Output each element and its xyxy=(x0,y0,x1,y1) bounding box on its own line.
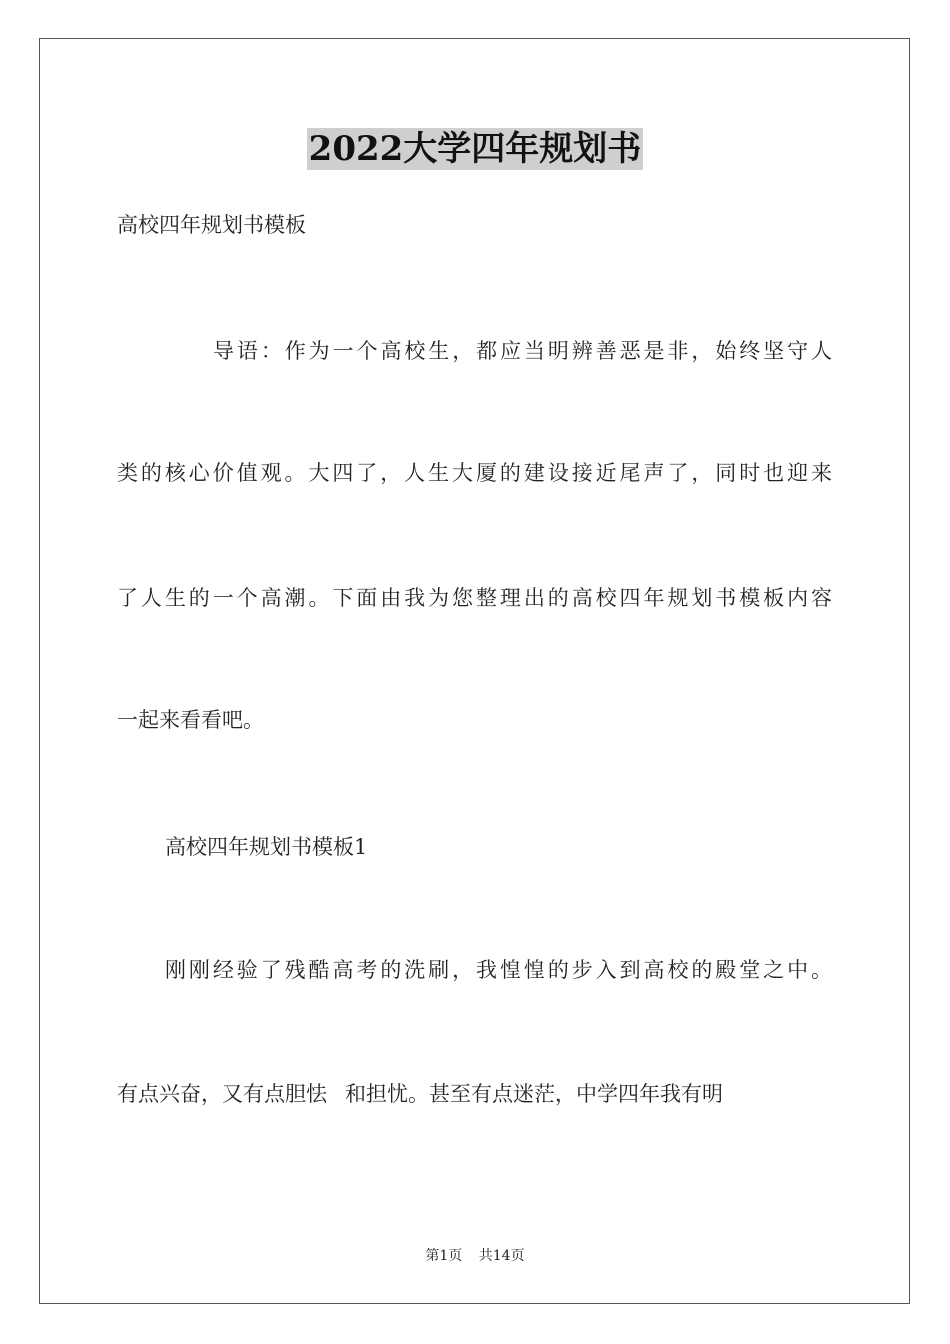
section-title: 高校四年规划书模板1 xyxy=(165,835,368,859)
body-line-2 xyxy=(117,1079,832,1109)
body-line-2-part-2: 和担忧。甚至有点迷茫，中学四年我有明 xyxy=(345,1082,723,1106)
subtitle: 高校四年规划书模板 xyxy=(117,213,306,237)
intro-line-2: 类的核心价值观。大四了，人生大厦的建设接近尾声了，同时也迎来 xyxy=(117,461,832,485)
body-line-2-part-1: 有点兴奋，又有点胆怯 xyxy=(117,1082,327,1106)
page-number: 第1页 xyxy=(425,1248,463,1264)
page-footer xyxy=(0,1246,950,1266)
body-line-1: 刚刚经验了残酷高考的洗刷，我惶惶的步入到高校的殿堂之中。 xyxy=(165,958,832,982)
page-total: 共14页 xyxy=(478,1248,525,1264)
title-wrapper xyxy=(0,128,950,170)
document-title: 2022大学四年规划书 xyxy=(308,129,642,169)
intro-line-4: 一起来看看吧。 xyxy=(117,708,264,732)
intro-line-1: 导语：作为一个高校生，都应当明辨善恶是非，始终坚守人 xyxy=(213,339,832,363)
intro-line-3: 了人生的一个高潮。下面由我为您整理出的高校四年规划书模板内容 xyxy=(117,586,832,610)
